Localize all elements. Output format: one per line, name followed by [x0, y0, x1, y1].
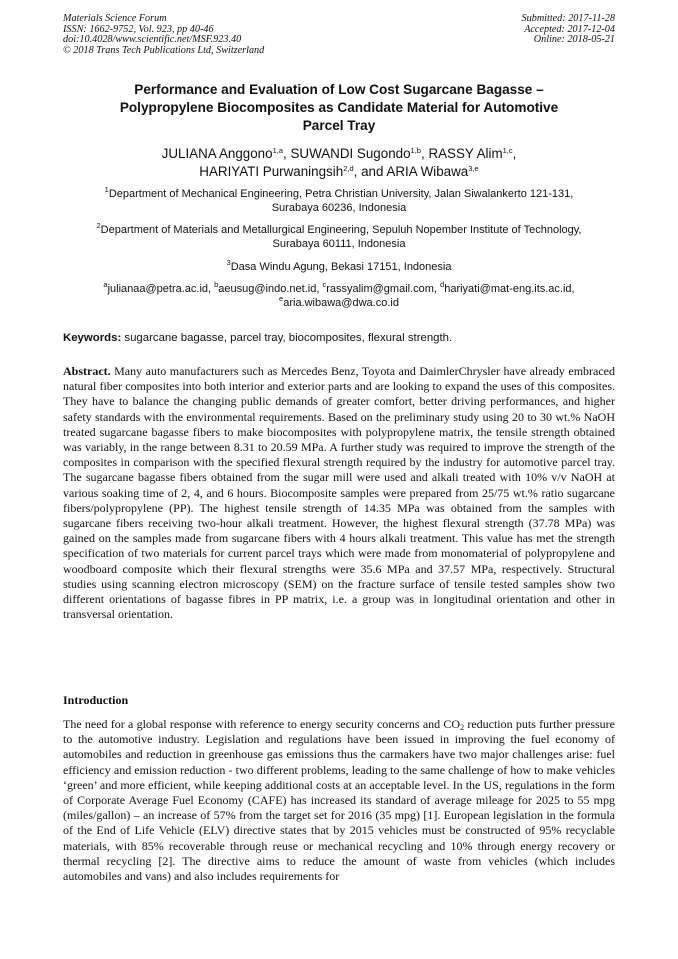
- email-address: aria.wibawa@dwa.co.id: [283, 297, 399, 309]
- author-list: [40, 145, 638, 181]
- doi: doi:10.4028/www.scientific.net/MSF.923.40: [63, 34, 242, 46]
- author-separator: ,: [420, 146, 429, 161]
- abstract: [63, 364, 615, 622]
- affiliation-1: [40, 187, 638, 215]
- title-line-1: Performance and Evaluation of Low Cost Sugarcane Bagasse –: [134, 82, 544, 97]
- email-line-1: [40, 282, 638, 296]
- email-address: aeusug@indo.net.id,: [218, 283, 323, 295]
- affiliation-number: 3: [226, 258, 231, 267]
- co2-subscript: 2: [460, 723, 465, 732]
- author-affiliation-mark: 3,e: [468, 164, 479, 173]
- accepted-date: Accepted: 2017-12-04: [524, 23, 615, 35]
- author-affiliation-mark: 1,c: [502, 146, 513, 155]
- email-address: julianaa@petra.ac.id,: [107, 283, 215, 295]
- affiliation-3: [40, 260, 638, 274]
- affiliation-text: Department of Materials and Metallurgical Engineering, Sepuluh Nopember Institute of Technology,: [100, 224, 582, 236]
- title-line-3: Parcel Tray: [302, 118, 376, 133]
- author-name: SUWANDI Sugondo: [290, 146, 411, 161]
- journal-header-left: [63, 14, 264, 56]
- issn-volume: ISSN: 1662-9752, Vol. 923, pp 40-46: [63, 23, 214, 35]
- author-separator: ,: [512, 146, 517, 161]
- author-line-2: [40, 163, 638, 181]
- journal-header-right: [522, 14, 615, 46]
- online-date: Online: 2018-05-21: [533, 34, 615, 46]
- author-name: RASSY Alim: [428, 146, 503, 161]
- email-mark: c: [322, 280, 327, 289]
- abstract-text: Many auto manufacturers such as Mercedes Benz, Toyota and DaimlerChrysler have already embraced natural fiber composites into both interior and exterior parts and are looking to expand the uses of this composites. They have to balance the changing public demands of greater comfort, better driving performances, and higher safety standards with the environmental requirements. Based on the preliminary study using 20 to 30 wt.% NaOH treated sugarcane bagasse fibers to make biocomposites with polypropylene matrix, the tensile strength obtained was variably, in the range between 8.31 to 20.59 MPa. A further study was required to improve the strength of the composites in comparison with the specified flexural strength required by the industry for automotive parcel tray. The sugarcane bagasse fibers obtained from the sugar mill were used and alkali treated with 10% v/v NaOH at various soaking time of 2, 4, and 6 hours. Biocomposite samples were prepared from 25/75 wt.% ratio sugarcane fibers/polypropylene (PP). The highest tensile strength of 14.35 MPa was obtained from the samples with sugarcane fibers receiving two-hour alkali treatment. However, the highest flexural strength (37.78 MPa) was gained on the samples made from sugarcane fibers with 4 hours alkali treatment. This value has met the strength specification of two materials for current parcel trays which were made from monomaterial of polypropylene and woodboard composite which their flexural strengths were 35.6 MPa and 37.57 MPa, respectively. Structural studies using scanning electron microscopy (SEM) on the fracture surface of tensile tested samples show two different orientations of bagasse fibres in PP matrix, i.e. a group was in longitudinal orientation and other in transversal orientation.: [63, 364, 615, 622]
- affiliation-line: [40, 187, 638, 201]
- abstract-label: Abstract.: [63, 364, 111, 378]
- affiliation-line: [40, 260, 638, 274]
- affiliation-text: Dasa Windu Agung, Bekasi 17151, Indonesia: [230, 261, 452, 273]
- affiliation-2: [40, 223, 638, 251]
- author-line-1: [40, 145, 638, 163]
- email-address: rassyalim@gmail.com,: [326, 283, 441, 295]
- author-name: JULIANA Anggono: [161, 146, 273, 161]
- intro-text: reduction puts further pressure to the automotive industry. Legislation and regulations have been issued in improving the fuel economy of automobiles and reduction in greenhouse gas emissions thus the carmakers have two major challenges arise: fuel efficiency and emission reduction - two different problems, leading to the same challenge of how to make vehicles ‘green’ and more efficient, while keeping additional costs at an acceptable level. In the US, regulations in the form of Corporate Average Fuel Economy (CAFE) has increased its standard of average mileage for 2025 to 55 mpg (miles/gallon) – an increase of 57% from the target set for 2016 (35 mpg) [1]. European legislation in the formula of the End of Life Vehicle (ELV) directive states that by 2015 vehicles must be constructed of 95% recyclable materials, with 85% recoverable through reuse or mechanical recycling and 10% through energy recovery or thermal recycling [2]. The directive aims to reduce the amount of waste from vehicles (which includes automobiles and vans) and also includes requirements for: [63, 717, 615, 884]
- keywords: [63, 331, 615, 345]
- author-name: ARIA Wibawa: [386, 164, 469, 179]
- email-mark: e: [279, 294, 284, 303]
- affiliation-text: Surabaya 60111, Indonesia: [272, 238, 406, 250]
- affiliation-text: Department of Mechanical Engineering, Petra Christian University, Jalan Siwalankerto 121-131,: [108, 188, 574, 200]
- author-affiliation-mark: 1,b: [410, 146, 421, 155]
- paper-title: [40, 81, 638, 135]
- section-heading-introduction: Introduction: [63, 693, 129, 707]
- author-emails: [40, 282, 638, 310]
- affiliation-number: 2: [96, 221, 101, 230]
- introduction-paragraph: [63, 717, 615, 884]
- submitted-date: Submitted: 2017-11-28: [521, 13, 615, 24]
- affiliation-number: 1: [104, 185, 109, 194]
- email-mark: a: [103, 280, 108, 289]
- email-mark: b: [214, 280, 219, 289]
- keywords-text: sugarcane bagasse, parcel tray, biocomposites, flexural strength.: [121, 332, 453, 344]
- author-affiliation-mark: 2,d: [343, 164, 354, 173]
- author-name: HARIYATI Purwaningsih: [199, 164, 344, 179]
- author-separator: ,: [283, 146, 291, 161]
- title-line-2: Polypropylene Biocomposites as Candidate Material for Automotive: [119, 100, 559, 115]
- email-line-2: [40, 296, 638, 310]
- author-affiliation-mark: 1,a: [272, 146, 284, 155]
- author-separator: , and: [353, 164, 387, 179]
- keywords-label: Keywords:: [63, 332, 122, 344]
- email-mark: d: [440, 280, 445, 289]
- copyright: © 2018 Trans Tech Publications Ltd, Switzerland: [63, 44, 265, 56]
- email-address: hariyati@mat-eng.its.ac.id,: [444, 283, 575, 295]
- intro-text: The need for a global response with reference to energy security concerns and CO: [63, 717, 461, 731]
- affiliation-text: Surabaya 60236, Indonesia: [271, 202, 407, 214]
- affiliation-line: [40, 223, 638, 237]
- journal-name: Materials Science Forum: [63, 13, 167, 24]
